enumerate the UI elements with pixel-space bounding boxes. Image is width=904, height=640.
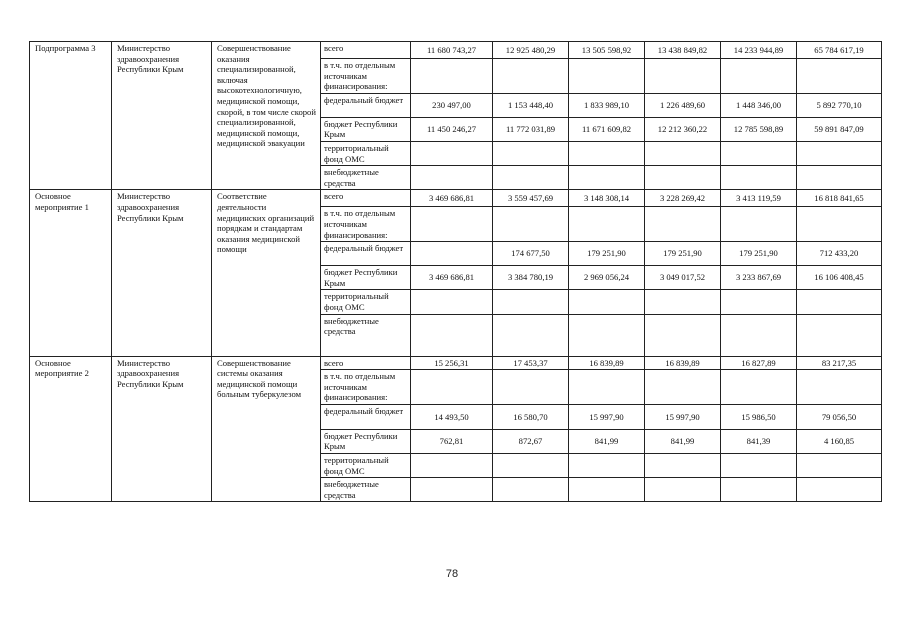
amount-cell: 3 148 308,14 — [569, 190, 645, 207]
amount-cell — [569, 290, 645, 314]
amount-cell: 1 153 448,40 — [493, 93, 569, 117]
amount-cell: 12 212 360,22 — [645, 117, 721, 141]
amount-cell: 712 433,20 — [797, 242, 882, 266]
amount-cell: 841,39 — [721, 429, 797, 453]
amount-cell — [569, 370, 645, 405]
amount-cell — [797, 314, 882, 356]
amount-cell: 16 839,89 — [645, 356, 721, 370]
amount-cell — [569, 207, 645, 242]
table-row — [30, 356, 882, 370]
table-body — [30, 42, 882, 502]
amount-cell: 3 559 457,69 — [493, 190, 569, 207]
funding-source: в т.ч. по отдельным источникам финансирования: — [321, 207, 411, 242]
amount-cell — [493, 454, 569, 478]
amount-cell — [645, 370, 721, 405]
amount-cell: 1 833 989,10 — [569, 93, 645, 117]
amount-cell — [797, 290, 882, 314]
amount-cell: 83 217,35 — [797, 356, 882, 370]
amount-cell — [569, 454, 645, 478]
amount-cell — [411, 314, 493, 356]
amount-cell — [411, 370, 493, 405]
funding-table — [29, 41, 882, 502]
amount-cell — [645, 290, 721, 314]
amount-cell — [721, 290, 797, 314]
section-name: Основное мероприятие 2 — [30, 356, 112, 502]
amount-cell — [569, 478, 645, 502]
amount-cell — [493, 207, 569, 242]
amount-cell: 15 256,31 — [411, 356, 493, 370]
amount-cell — [493, 141, 569, 165]
amount-cell — [721, 454, 797, 478]
amount-cell: 59 891 847,09 — [797, 117, 882, 141]
amount-cell: 11 671 609,82 — [569, 117, 645, 141]
amount-cell: 174 677,50 — [493, 242, 569, 266]
amount-cell — [569, 141, 645, 165]
amount-cell: 15 997,90 — [569, 404, 645, 429]
section-description: Соответствие деятельности медицинских организаций порядкам и стандартам оказания медицинской помощи — [212, 190, 321, 356]
funding-source: всего — [321, 190, 411, 207]
section-executor: Министерство здравоохранения Республики Крым — [112, 190, 212, 356]
amount-cell: 179 251,90 — [645, 242, 721, 266]
amount-cell — [645, 59, 721, 94]
amount-cell — [797, 59, 882, 94]
amount-cell: 841,99 — [569, 429, 645, 453]
amount-cell — [493, 314, 569, 356]
funding-source: бюджет Республики Крым — [321, 429, 411, 453]
amount-cell: 17 453,37 — [493, 356, 569, 370]
amount-cell — [411, 141, 493, 165]
amount-cell: 16 818 841,65 — [797, 190, 882, 207]
funding-source: всего — [321, 42, 411, 59]
amount-cell — [411, 207, 493, 242]
funding-source: территориальный фонд ОМС — [321, 141, 411, 165]
amount-cell — [797, 141, 882, 165]
amount-cell: 872,67 — [493, 429, 569, 453]
amount-cell — [493, 290, 569, 314]
amount-cell — [721, 207, 797, 242]
funding-source: федеральный бюджет — [321, 242, 411, 266]
amount-cell — [569, 59, 645, 94]
funding-source: в т.ч. по отдельным источникам финансирования: — [321, 59, 411, 94]
amount-cell — [721, 166, 797, 190]
amount-cell: 14 493,50 — [411, 404, 493, 429]
table-row — [30, 190, 882, 207]
amount-cell: 3 233 867,69 — [721, 266, 797, 290]
amount-cell: 79 056,50 — [797, 404, 882, 429]
amount-cell: 15 997,90 — [645, 404, 721, 429]
amount-cell: 15 986,50 — [721, 404, 797, 429]
amount-cell: 16 839,89 — [569, 356, 645, 370]
funding-source: внебюджетные средства — [321, 478, 411, 502]
amount-cell: 762,81 — [411, 429, 493, 453]
amount-cell — [493, 370, 569, 405]
funding-source: всего — [321, 356, 411, 370]
section-executor: Министерство здравоохранения Республики Крым — [112, 356, 212, 502]
amount-cell: 3 228 269,42 — [645, 190, 721, 207]
funding-source: в т.ч. по отдельным источникам финансирования: — [321, 370, 411, 405]
amount-cell: 13 505 598,92 — [569, 42, 645, 59]
amount-cell: 11 450 246,27 — [411, 117, 493, 141]
amount-cell — [721, 59, 797, 94]
amount-cell — [721, 478, 797, 502]
amount-cell: 3 049 017,52 — [645, 266, 721, 290]
amount-cell — [645, 454, 721, 478]
table-row — [30, 42, 882, 59]
amount-cell: 12 925 480,29 — [493, 42, 569, 59]
amount-cell: 4 160,85 — [797, 429, 882, 453]
amount-cell — [411, 454, 493, 478]
amount-cell — [569, 314, 645, 356]
amount-cell: 1 448 346,00 — [721, 93, 797, 117]
section-executor: Министерство здравоохранения Республики Крым — [112, 42, 212, 190]
amount-cell — [411, 166, 493, 190]
amount-cell — [797, 207, 882, 242]
amount-cell: 65 784 617,19 — [797, 42, 882, 59]
amount-cell — [645, 166, 721, 190]
amount-cell: 16 580,70 — [493, 404, 569, 429]
amount-cell: 11 680 743,27 — [411, 42, 493, 59]
funding-source: внебюджетные средства — [321, 166, 411, 190]
amount-cell: 230 497,00 — [411, 93, 493, 117]
amount-cell: 16 106 408,45 — [797, 266, 882, 290]
section-description: Совершенствование оказания специализированной, включая высокотехнологичную, медицинской помощи, скорой, в том числе скорой специализированной, медицинской помощи, медицинской эвакуации — [212, 42, 321, 190]
amount-cell — [797, 166, 882, 190]
amount-cell: 3 384 780,19 — [493, 266, 569, 290]
amount-cell: 13 438 849,82 — [645, 42, 721, 59]
amount-cell: 1 226 489,60 — [645, 93, 721, 117]
section-name: Подпрограмма 3 — [30, 42, 112, 190]
amount-cell: 12 785 598,89 — [721, 117, 797, 141]
amount-cell — [797, 370, 882, 405]
amount-cell — [797, 478, 882, 502]
amount-cell: 5 892 770,10 — [797, 93, 882, 117]
amount-cell: 3 469 686,81 — [411, 190, 493, 207]
amount-cell — [645, 207, 721, 242]
amount-cell: 179 251,90 — [721, 242, 797, 266]
funding-source: внебюджетные средства — [321, 314, 411, 356]
amount-cell: 16 827,89 — [721, 356, 797, 370]
amount-cell — [645, 478, 721, 502]
amount-cell: 3 413 119,59 — [721, 190, 797, 207]
funding-source: территориальный фонд ОМС — [321, 290, 411, 314]
amount-cell — [411, 478, 493, 502]
amount-cell: 11 772 031,89 — [493, 117, 569, 141]
amount-cell — [645, 141, 721, 165]
amount-cell: 2 969 056,24 — [569, 266, 645, 290]
amount-cell — [721, 141, 797, 165]
amount-cell — [721, 314, 797, 356]
amount-cell: 841,99 — [645, 429, 721, 453]
funding-source: федеральный бюджет — [321, 404, 411, 429]
funding-source: бюджет Республики Крым — [321, 266, 411, 290]
amount-cell — [411, 290, 493, 314]
amount-cell: 14 233 944,89 — [721, 42, 797, 59]
funding-source: бюджет Республики Крым — [321, 117, 411, 141]
amount-cell — [493, 59, 569, 94]
page-number: 78 — [445, 568, 459, 580]
section-description: Совершенствование системы оказания медицинской помощи больным туберкулезом — [212, 356, 321, 502]
amount-cell — [645, 314, 721, 356]
amount-cell: 179 251,90 — [569, 242, 645, 266]
amount-cell — [721, 370, 797, 405]
funding-source: территориальный фонд ОМС — [321, 454, 411, 478]
amount-cell — [411, 59, 493, 94]
amount-cell: 3 469 686,81 — [411, 266, 493, 290]
funding-source: федеральный бюджет — [321, 93, 411, 117]
amount-cell — [411, 242, 493, 266]
amount-cell — [797, 454, 882, 478]
amount-cell — [493, 478, 569, 502]
amount-cell — [493, 166, 569, 190]
section-name: Основное мероприятие 1 — [30, 190, 112, 356]
amount-cell — [569, 166, 645, 190]
